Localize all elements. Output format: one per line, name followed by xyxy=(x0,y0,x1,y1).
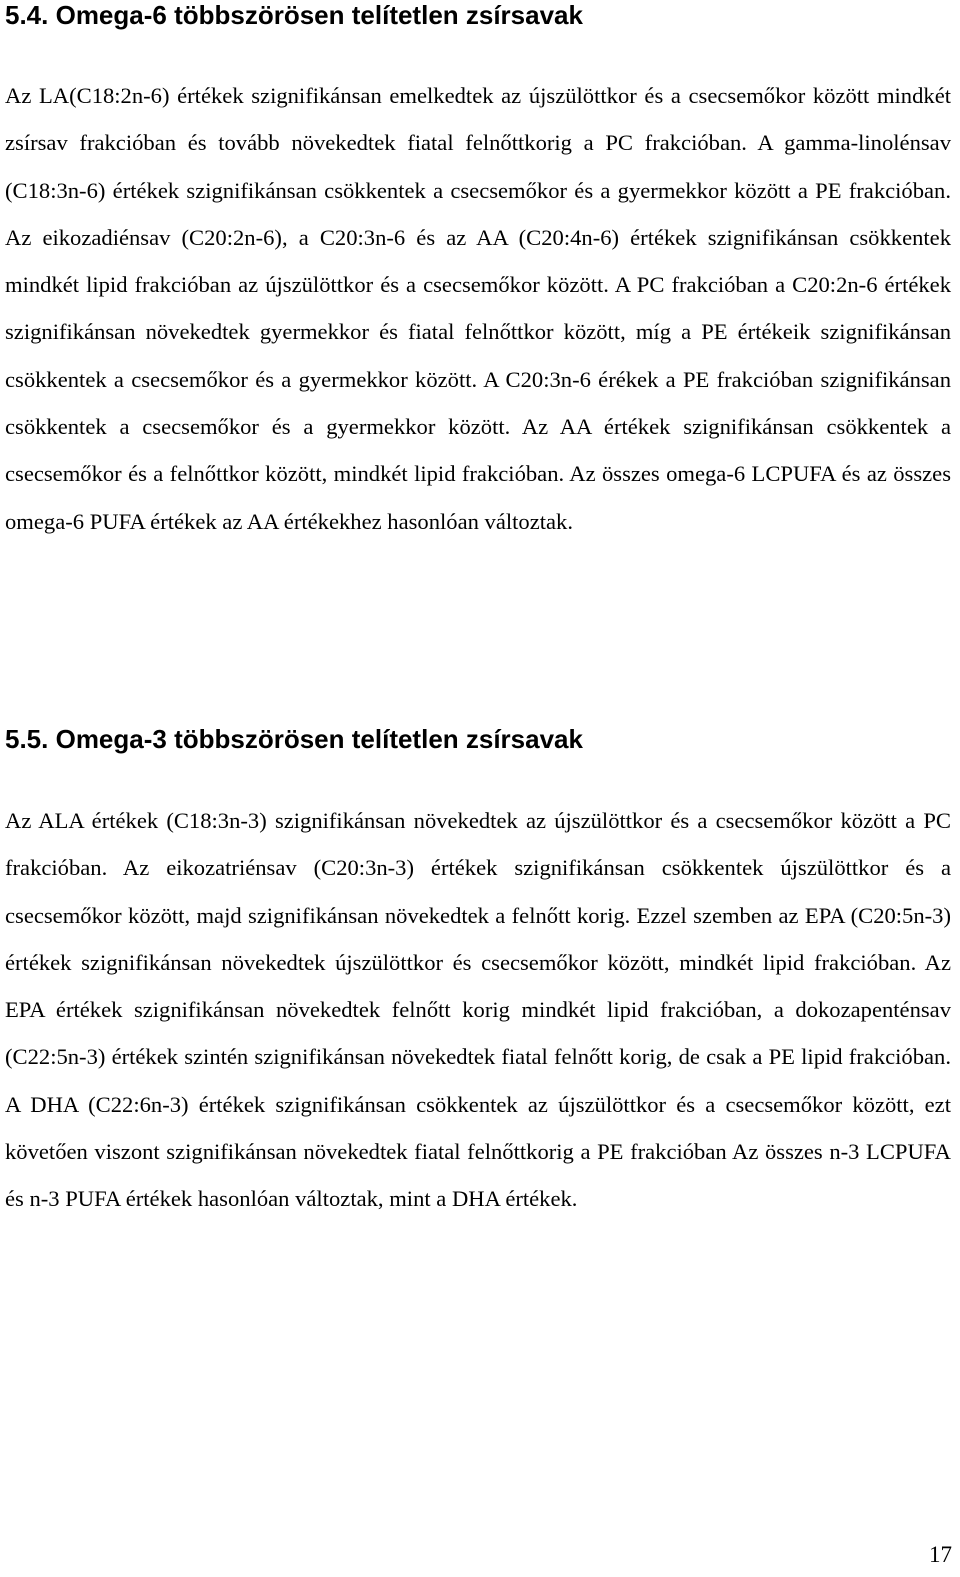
section-heading-omega-3: 5.5. Omega-3 többszörösen telítetlen zsírsavak xyxy=(5,724,583,754)
page-number: 17 xyxy=(929,1542,952,1567)
section-paragraph-omega-6: Az LA(C18:2n-6) értékek szignifikánsan emelkedtek az újszülöttkor és a csecsemőkor között mindkét zsírsav frakcióban és tovább növekedtek fiatal felnőttkorig a PC frakcióban. A gamma-linolénsav (C18:3n-6) értékek szignifikánsan csökkentek a csecsemőkor és a gyermekkor között a PE frakcióban. Az eikozadiénsav (C20:2n-6), a C20:3n-6 és az AA (C20:4n-6) értékek szignifikánsan csökkentek mindkét lipid frakcióban az újszülöttkor és a csecsemőkor között. A PC frakcióban a C20:2n-6 értékek szignifikánsan növekedtek gyermekkor és fiatal felnőttkor között, míg a PE értékeik szignifikánsan csökkentek a csecsemőkor és a gyermekkor között. A C20:3n-6 érékek a PE frakcióban szignifikánsan csökkentek a csecsemőkor és a gyermekkor között. Az AA értékek szignifikánsan csökkentek a csecsemőkor és a felnőttkor között, mindkét lipid frakcióban. Az összes omega-6 LCPUFA és az összes omega-6 PUFA értékek az AA értékekhez hasonlóan változtak. xyxy=(5,83,951,534)
section-paragraph-omega-3: Az ALA értékek (C18:3n-3) szignifikánsan növekedtek az újszülöttkor és a csecsemőkor között a PC frakcióban. Az eikozatriénsav (C20:3n-3) értékek szignifikánsan csökkentek újszülöttkor és a csecsemőkor között, majd szignifikánsan növekedtek a felnőtt korig. Ezzel szemben az EPA (C20:5n-3) értékek szignifikánsan növekedtek újszülöttkor és csecsemőkor között, mindkét lipid frakcióban. Az EPA értékek szignifikánsan növekedtek felnőtt korig mindkét lipid frakcióban, a dokozapenténsav (C22:5n-3) értékek szintén szignifikánsan növekedtek fiatal felnőtt korig, de csak a PE lipid frakcióban. A DHA (C22:6n-3) értékek szignifikánsan csökkentek az újszülöttkor és a csecsemőkor között, ezt követően viszont szignifikánsan növekedtek fiatal felnőttkorig a PE frakcióban Az összes n-3 LCPUFA és n-3 PUFA értékek hasonlóan változtak, mint a DHA értékek. xyxy=(5,808,951,1212)
section-heading-omega-6: 5.4. Omega-6 többszörösen telítetlen zsírsavak xyxy=(5,0,583,30)
